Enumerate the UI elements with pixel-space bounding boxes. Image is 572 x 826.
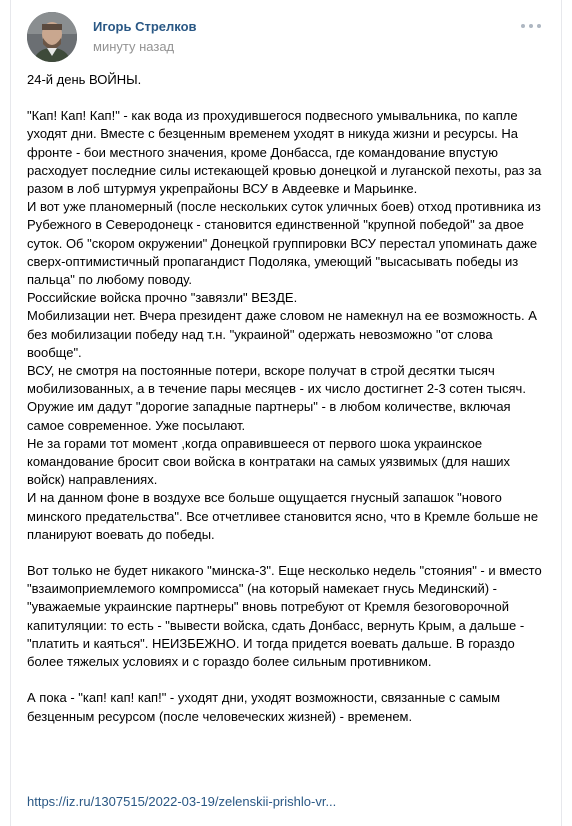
dot — [537, 24, 541, 28]
post-paragraph: А пока - "кап! кап! кап!" - уходят дни, уходят возможности, связанные с самым безценным ресурсом (после человеческих жизней) - временем. — [27, 690, 501, 724]
author-photo-icon — [27, 12, 77, 62]
post-text — [27, 71, 547, 726]
post-link[interactable]: https://iz.ru/1307515/2022-03-19/zelenskii-prishlo-vr... — [27, 794, 337, 809]
post-header — [27, 12, 545, 64]
dot — [521, 24, 525, 28]
post-paragraph: "Кап! Кап! Кап!" - как вода из прохудившегося подвесного умывальника, по капле уходят дни. Вместе с безценным временем уходят в никуда жизни и ресурсы. На фронте - бои местного значения, кроме Донбасса, где командование впустую расходует последние силы истекающей кровью донецкой и луганской пехоты, раз за разом в лоб штурмуя укрепрайоны ВСУ в Авдеевке и Марьинке. И вот уже планомерный (после нескольких суток уличных боев) отход противника из Рубежного в Северодонецк - становится единственной "крупной победой" за двое суток. Об "скором окружении" Донецкой группировки ВСУ перестал упоминать даже сверх-оптимистичный пропагандист Подоляка, умеющий "высасывать победы из пальца" по любому поводу. Российские войска прочно "завязли" ВЕЗДЕ. Мобилизации нет. Вчера президент даже словом не намекнул на ее возможность. А без мобилизации победу над т.н. "украиной" одержать невозможно "от слова вообще". ВСУ, не смотря на постоянные потери, вскоре получат в строй десятки тысяч мобилизованных, а в течение пары месяцев - их число достигнет 2-3 сотен тысяч. Оружие им дадут "дорогие западные партнеры" - в любом количестве, включая самое современное. Уже посылают. Не за горами тот момент ,когда оправившееся от первого шока украинское командование бросит свои войска в контратаки на самых уязвимых (для наших войск) направлениях. И на данном фоне в воздухе все больше ощущается гнусный запашок "нового минского предательства". Все отчетливее становится ясно, что в Кремле больше не планируют воевать до победы. — [27, 108, 542, 542]
dot — [529, 24, 533, 28]
avatar[interactable] — [27, 12, 77, 62]
more-horizontal-icon[interactable] — [519, 18, 543, 34]
post-paragraph: 24-й день ВОЙНЫ. — [27, 72, 142, 87]
post-paragraph: Вот только не будет никакого "минска-3". Еще несколько недель "стояния" - и вместо "взаимоприемлемого компромисса" (на который намекает гнусь Мединский) - "уважаемые украинские партнеры" вновь потребуют от Кремля безоговорочной капитуляции: то есть - "вывести войска, сдать Донбасс, вернуть Крым, а дальше - "платить и каяться". НЕИЗБЕЖНО. И тогда придется воевать дальше. В гораздо более тяжелых условиях и с гораздо более сильным противником. — [27, 563, 542, 670]
post-time[interactable]: минуту назад — [93, 39, 175, 54]
author-name[interactable]: Игорь Стрелков — [93, 19, 197, 34]
post-card — [10, 0, 562, 826]
